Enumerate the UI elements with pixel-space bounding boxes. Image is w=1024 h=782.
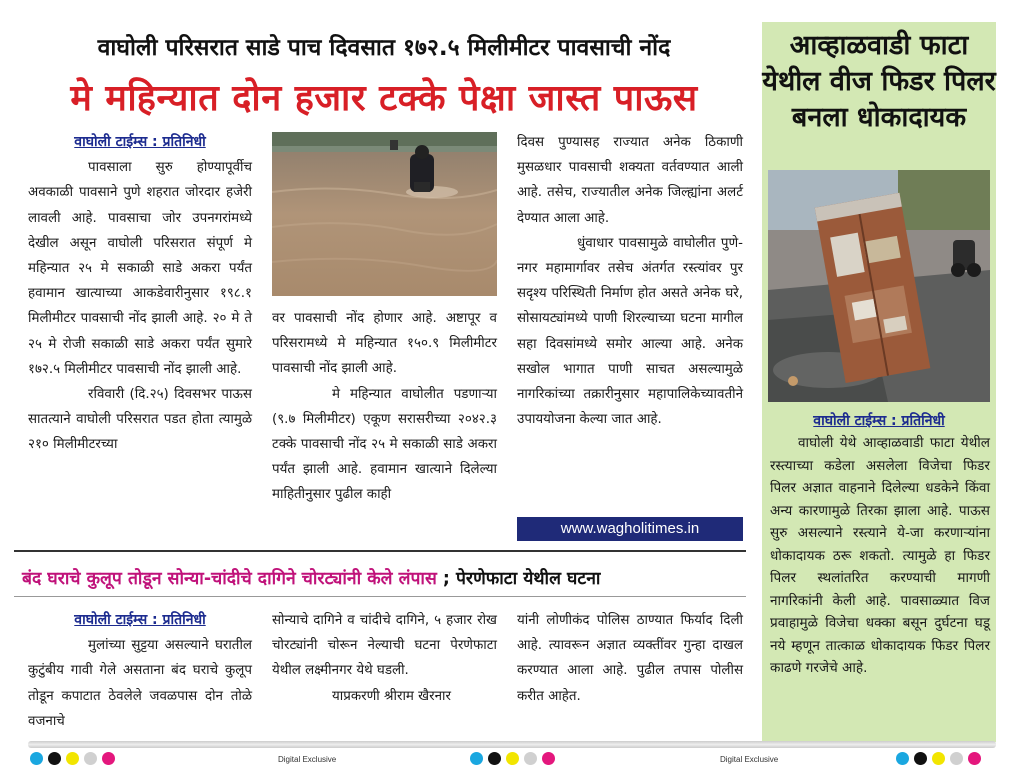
registration-dot [524, 752, 537, 765]
main-story-paragraph: पावसाला सुरु होण्यापूर्वीच अवकाळी पावसाने पुणे शहरात जोरदार हजेरी लावली आहे. पावसाचा जोर उपनगरांमध्ये देखील असून वाघोली परिसरात संपूर्ण मे महिन्यात २५ मे सकाळी साडे अकरा पर्यंत हवामान खात्याच्या आकडेवारीनुसार १९८.१ मिलीमीटर पावसाची नोंद झाली आहे. २० मे ते २५ मे रोजी सकाळी साडे अकरा पर्यंत सुमारे १७२.५ मिलीमीटर पावसाची नोंद झाली आहे. [28, 160, 252, 377]
registration-dot [66, 752, 79, 765]
main-story-paragraph: धुंवाधार पावसामुळे वाघोलीत पुणे-नगर महामार्गावर तसेच अंतर्गत रस्त्यांवर पुर सदृश्य परिस्थिती निर्माण होत असते अनेक घरे, सोसायट्यांमध्ये पाणी शिरल्याच्या घटना मागील सहा दिवसांमध्ये समोर आल्या आहे. अनेक सखोल भागात पाणी साचत असल्यामुळे नागरिकांच्या तक्रारीनुसार महापालिकेच्यावतीने उपाययोजना केल्या जात आहे. [517, 235, 743, 428]
story2-divider [14, 596, 746, 597]
story2-column-1 [28, 608, 252, 734]
story2-headline-location: पेरणेफाटा येथील घटना [455, 569, 601, 589]
main-story-byline: वाघोली टाईम्स : प्रतिनिधी [74, 134, 206, 150]
main-story-column-2 [272, 306, 497, 508]
digital-exclusive-label-right: Digital Exclusive [720, 755, 779, 764]
color-registration-marks-right [896, 752, 981, 765]
main-story-paragraph: मे महिन्यात वाघोलीत पडणाऱ्या (९.७ मिलीमीटर) एकूण सरासरीच्या २०४२.३ टक्के पावसाची नोंद २५ मे सकाळी साडे अकरा पर्यंत झाली आहे. हवामान खात्याने दिलेल्या माहितीनुसार पुढील काही [272, 386, 497, 503]
main-story-kicker: वाघोली परिसरात साडे पाच दिवसात १७२.५ मिलीमीटर पावसाची नोंद [97, 35, 671, 61]
registration-dot [84, 752, 97, 765]
main-story-paragraph: रविवारी (दि.२५) दिवसभर पाऊस सातत्याने वाघोली परिसरात पडत होता त्यामुळे २१० मिलीमीटरच्या [28, 387, 252, 453]
main-story-headline: मे महिन्यात दोन हजार टक्के पेक्षा जास्त पाऊस [70, 78, 698, 119]
registration-dot [48, 752, 61, 765]
registration-dot [950, 752, 963, 765]
digital-exclusive-label-left: Digital Exclusive [278, 755, 337, 764]
sidebar-body [770, 432, 990, 680]
feeder-pillar-photo [768, 170, 990, 402]
sidebar-headline: आव्हाळवाडी फाटा येथील वीज फिडर पिलर बनला धोकादायक [762, 30, 996, 133]
registration-dot [542, 752, 555, 765]
story2-paragraph: यांनी लोणीकंद पोलिस ठाण्यात फिर्याद दिली आहे. त्यावरून अज्ञात व्यक्तींवर गुन्हा दाखल करण्यात आला आहे. पुढील तपास पोलीस करीत आहेत. [517, 613, 743, 704]
story2-column-3 [517, 608, 743, 709]
registration-dot [932, 752, 945, 765]
story2-paragraph: मुलांच्या सुट्टया असल्याने घरातील कुटुंबीय गावी गेले असताना बंद घराचे कुलूप तोडून कपाटात ठेवलेले जवळपास दोन तोळे वजनाचे [28, 638, 252, 729]
feeder-pillar-image [768, 170, 990, 402]
story2-paragraph: सोन्याचे दागिने व चांदीचे दागिने, ५ हजार रोख चोरट्यांनी चोरून नेल्याची घटना पेरणेफाटा येथील लक्ष्मीनगर येथे घडली. [272, 613, 497, 679]
color-registration-marks-left [30, 752, 115, 765]
story2-paragraph: याप्रकरणी श्रीराम खैरनार [332, 688, 451, 704]
sidebar-byline: वाघोली टाईम्स : प्रतिनिधी [813, 413, 945, 429]
sidebar-paragraph: वाघोली येथे आव्हाळवाडी फाटा येथील रस्त्याच्या कडेला असलेला विजेचा फिडर पिलर अज्ञात वाहनाने दिलेल्या धडकेने किंवा अन्य कारणामुळे तिरका झाला आहे. पाऊस सुरु असल्याने रस्त्याने ये-जा करणाऱ्यांना धोकादायक ठरू शकतो. त्यामुळे हा फिडर पिलर स्थलांतरित करण्याची मागणी नागरिकांनी केली आहे. पावसाळ्यात विज प्रवाहामुळे विजेचा धक्का बसून दुर्घटना घडू नये म्हणून तात्काळ धोकादायक फिडर पिलर काढणे गरजेचे आहे. [770, 435, 990, 676]
website-url-banner[interactable]: www.wagholitimes.in [517, 517, 743, 541]
bottom-rule [28, 741, 996, 748]
registration-dot [968, 752, 981, 765]
registration-dot [896, 752, 909, 765]
story2-column-2 [272, 608, 497, 709]
story2-headline-main: बंद घराचे कुलूप तोडून सोन्या-चांदीचे दागिने चोरट्यांनी केले लंपास [22, 569, 437, 589]
main-story-paragraph: दिवस पुण्यासह राज्यात अनेक ठिकाणी मुसळधार पावसाची शक्यता वर्तवण्यात आली आहे. तसेच, राज्यातील अनेक जिल्ह्यांना अलर्ट देण्यात आला आहे. [517, 135, 743, 226]
registration-dot [488, 752, 501, 765]
registration-dot [470, 752, 483, 765]
flood-road-photo [272, 132, 497, 296]
registration-dot [30, 752, 43, 765]
main-story-column-3 [517, 130, 743, 432]
color-registration-marks-center [470, 752, 555, 765]
story2-byline: वाघोली टाईम्स : प्रतिनिधी [74, 612, 206, 628]
registration-dot [506, 752, 519, 765]
registration-dot [914, 752, 927, 765]
registration-dot [102, 752, 115, 765]
story2-headline [22, 566, 746, 590]
main-story-column-1 [28, 130, 252, 458]
flood-road-image [272, 132, 497, 296]
main-story-paragraph: वर पावसाची नोंद होणार आहे. अष्टापूर व परिसरामध्ये मे महिन्यात १५०.९ मिलीमीटर पावसाची नोंद झाली आहे. [272, 311, 497, 377]
story2-headline-separator: ; [436, 569, 456, 589]
section-divider [14, 550, 746, 552]
sidebar-byline-wrap [762, 410, 996, 430]
